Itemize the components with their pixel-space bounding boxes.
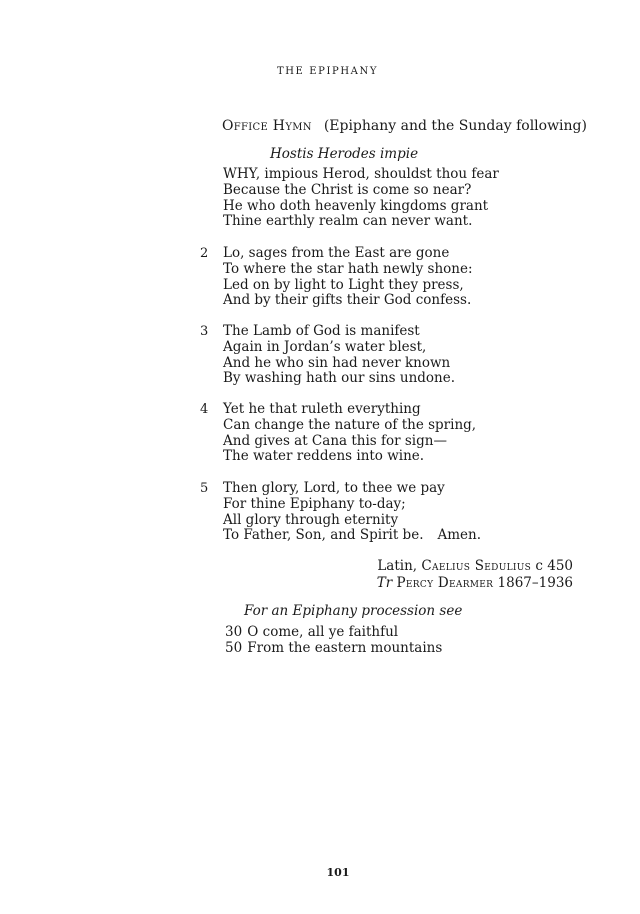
verse-lines (223, 246, 543, 309)
verse-number: 5 (200, 481, 209, 496)
verse-number: 4 (200, 402, 209, 417)
verse-lines (223, 402, 543, 465)
verse-line: Can change the nature of the spring, (223, 416, 477, 433)
procession-heading: For an Epiphany procession see (244, 603, 463, 619)
attribution-translation (377, 575, 573, 591)
verse-line: For thine Epiphany to-day; (223, 495, 406, 512)
running-head: THE EPIPHANY (276, 66, 379, 77)
verse-line: Yet he that ruleth everything (223, 401, 421, 417)
procession-ref (225, 624, 398, 640)
verse-lines (223, 481, 543, 544)
verse-line: And gives at Cana this for sign— (223, 432, 447, 449)
verse-number: 3 (200, 324, 209, 339)
verse-lines (223, 324, 543, 387)
verse-line: Then glory, Lord, to thee we pay (223, 480, 445, 496)
procession-ref-number: 30 (225, 624, 243, 640)
attribution-original (377, 558, 573, 574)
office-hymn-heading (222, 118, 587, 134)
verse-line: The water reddens into wine. (223, 448, 425, 465)
verse-line: And by their gifts their God confess. (223, 292, 472, 309)
office-hymn-label: Office Hymn (222, 118, 312, 134)
verse-line: The Lamb of God is manifest (223, 323, 420, 339)
verse-line: To where the star hath newly shone: (223, 260, 473, 277)
hymn-latin-title: Hostis Herodes impie (270, 146, 419, 162)
verse-line: Because the Christ is come so near? (223, 181, 472, 198)
attribution-translator-dates: 1867–1936 (497, 575, 573, 591)
amen: Amen. (437, 527, 482, 544)
verse-line: By washing hath our sins undone. (223, 370, 456, 387)
procession-ref-title: From the eastern mountains (247, 640, 443, 656)
procession-ref-number: 50 (225, 640, 243, 656)
attribution-translator: Percy Dearmer (396, 575, 494, 591)
verse-line: He who doth heavenly kingdoms grant (223, 197, 489, 214)
verse-line: All glory through eternity (223, 511, 399, 528)
verse-line: And he who sin had never known (223, 354, 451, 371)
verse-line: Lo, sages from the East are gone (223, 245, 450, 261)
attribution-translation-prefix: Tr (376, 575, 393, 591)
verse-number: 2 (200, 246, 209, 261)
verse-line: WHY, impious Herod, shouldst thou fear (223, 166, 499, 182)
attribution-original-date: c 450 (535, 558, 573, 574)
verse-line: Led on by light to Light they press, (223, 276, 464, 293)
page-number: 101 (326, 866, 350, 879)
verse-line (223, 528, 543, 544)
attribution-original-author: Caelius Sedulius (421, 558, 532, 574)
verse-line-text: To Father, Son, and Spirit be. (223, 527, 424, 544)
verse-line: Again in Jordan’s water blest, (223, 338, 427, 355)
verse-lines (223, 167, 543, 230)
verse-line: Thine earthly realm can never want. (223, 213, 473, 230)
office-hymn-occasion: (Epiphany and the Sunday following) (323, 118, 587, 134)
attribution-original-prefix: Latin, (377, 558, 418, 574)
procession-ref (225, 640, 442, 656)
procession-ref-title: O come, all ye faithful (247, 624, 399, 640)
